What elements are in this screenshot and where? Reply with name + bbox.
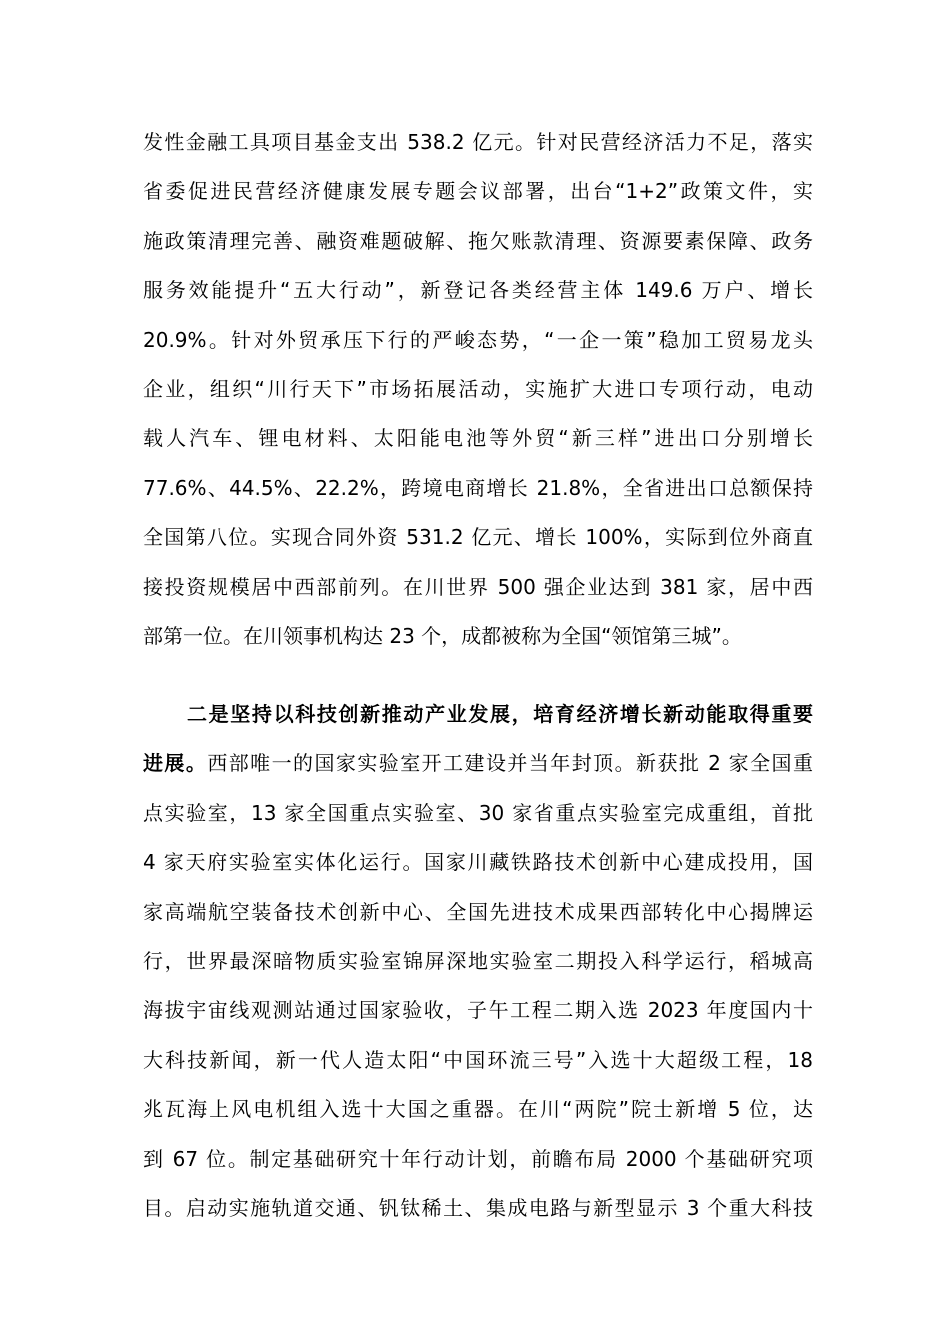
paragraph-2-line <box>143 739 813 788</box>
paragraph-2-line: 行，世界最深暗物质实验室锦屏深地实验室二期投入科学运行，稻城高 <box>143 948 813 973</box>
paragraph-1-line: 载人汽车、锂电材料、太阳能电池等外贸“新三样”进出口分别增长 <box>143 426 813 451</box>
paragraph-2-line: 点实验室，13 家全国重点实验室、30 家省重点实验室完成重组，首批 <box>143 800 813 825</box>
paragraph-2-line: 大科技新闻，新一代人造太阳“中国环流三号”入选十大超级工程，18 <box>143 1047 813 1072</box>
paragraph-1-line: 20.9%。针对外贸承压下行的严峻态势，“一企一策”稳加工贸易龙头 <box>143 327 813 352</box>
paragraph-2-line: 海拔宇宙线观测站通过国家验收，子午工程二期入选 2023 年度国内十 <box>143 998 813 1023</box>
paragraph-2-line: 家高端航空装备技术创新中心、全国先进技术成果西部转化中心揭牌运 <box>143 899 813 924</box>
paragraph-1-line: 发性金融工具项目基金支出 538.2 亿元。针对民营经济活力不足，落实 <box>143 130 813 154</box>
paragraph-1-line: 接投资规模居中西部前列。在川世界 500 强企业达到 381 家，居中西 <box>143 574 813 599</box>
paragraph-1-line: 77.6%、44.5%、22.2%，跨境电商增长 21.8%，全省进出口总额保持 <box>143 475 813 500</box>
paragraph-2-line: 4 家天府实验室实体化运行。国家川藏铁路技术创新中心建成投用，国 <box>143 850 813 875</box>
paragraph-1-line: 施政策清理完善、融资难题破解、拖欠账款清理、资源要素保障、政务 <box>143 228 813 253</box>
paragraph-1-line: 企业，组织“川行天下”市场拓展活动，实施扩大进口专项行动，电动 <box>143 376 813 401</box>
paragraph-2-heading: 二是坚持以科技创新推动产业发展，培育经济增长新动能取得重要 <box>187 702 813 726</box>
paragraph-2-line: 到 67 位。制定基础研究十年行动计划，前瞻布局 2000 个基础研究项 <box>143 1146 813 1171</box>
paragraph-1 <box>143 118 813 661</box>
paragraph-2-line: 兆瓦海上风电机组入选十大国之重器。在川“两院”院士新增 5 位，达 <box>143 1097 813 1122</box>
paragraph-1-line: 服务效能提升“五大行动”，新登记各类经营主体 149.6 万户、增长 <box>143 278 813 303</box>
paragraph-1-line: 省委促进民营经济健康发展专题会议部署，出台“1+2”政策文件，实 <box>143 179 813 204</box>
paragraph-1-line: 全国第八位。实现合同外资 531.2 亿元、增长 100%，实际到位外商直 <box>143 525 813 550</box>
paragraph-2-heading-end: 进展。 <box>143 751 208 776</box>
paragraph-2 <box>143 690 813 1233</box>
paragraph-1-line: 部第一位。在川领事机构达 23 个，成都被称为全国“领馆第三城”。 <box>143 623 742 648</box>
paragraph-2-line: 目。启动实施轨道交通、钒钛稀土、集成电路与新型显示 3 个重大科技 <box>143 1195 813 1220</box>
paragraph-2-line-text: 西部唯一的国家实验室开工建设并当年封顶。新获批 2 家全国重 <box>207 751 813 776</box>
